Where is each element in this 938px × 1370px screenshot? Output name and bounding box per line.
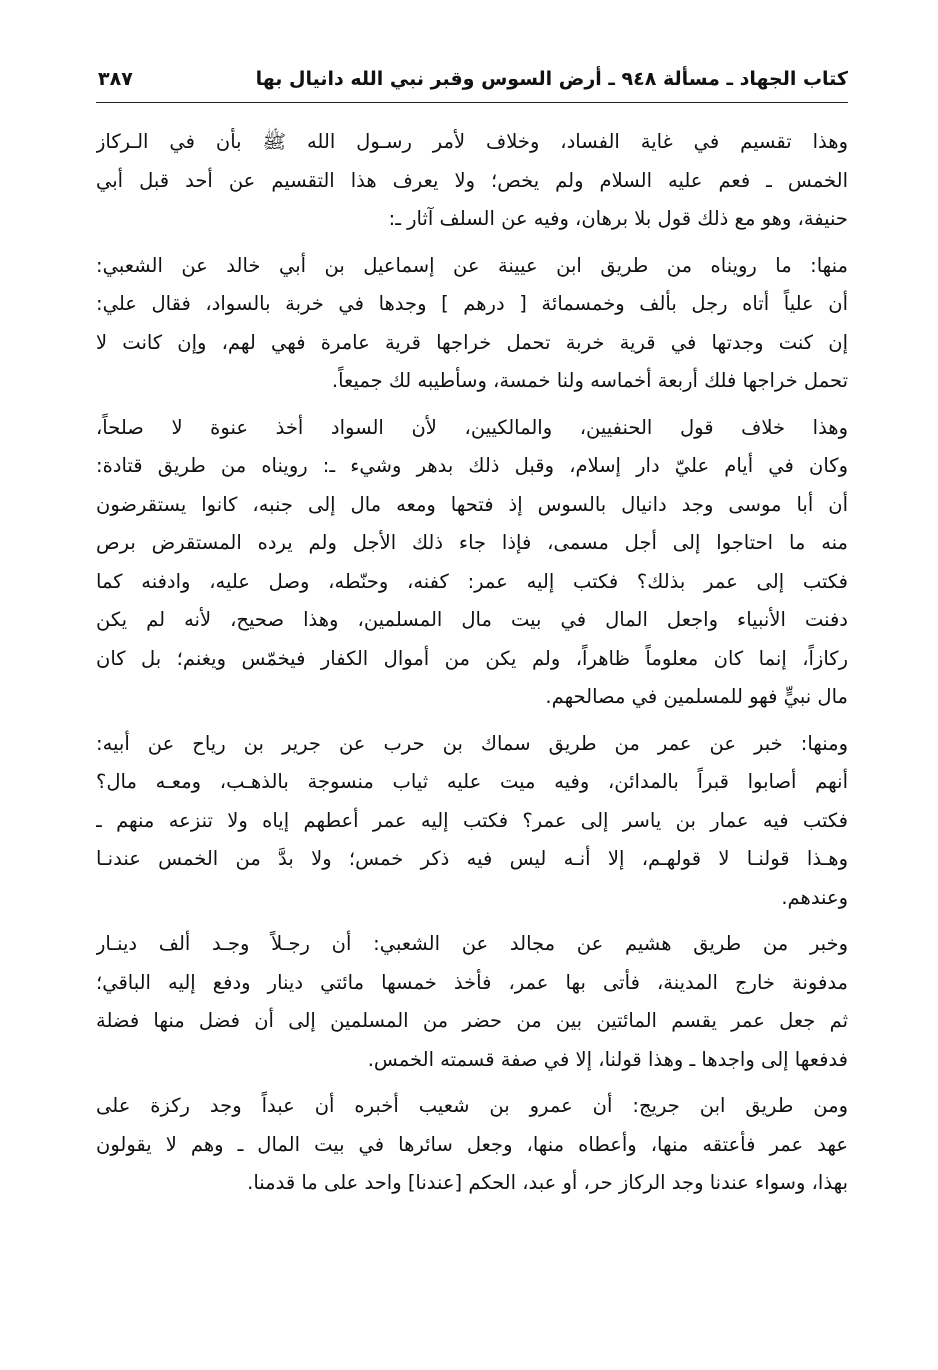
text-line: منه ما احتاجوا إلى أجل مسمى، فإذا جاء ذلك الأجل ولم يرده المستقرض برص [96, 531, 848, 554]
text-line: وهـذا قولنـا لا قولهـم، إلا أنـه ليس فيه ذكر خمس؛ ولا بدَّ من الخمس عندنـا [96, 847, 848, 870]
book-page [96, 62, 848, 1211]
text-line: وخبر من طريق هشيم عن مجالد عن الشعبي: أن رجـلاً وجـد ألف دينـار [96, 932, 848, 955]
text-line: فدفعها إلى واجدها ـ وهذا قولنا، إلا في صفة قسمته الخمس. [367, 1047, 848, 1071]
body-text [96, 123, 848, 1203]
text-line: إن كنت وجدتها في قرية خربة تحمل خراجها قرية عامرة فهي لهم، وإن كانت لا [96, 330, 848, 354]
paragraph [96, 123, 848, 239]
text-line: مال نبيٍّ فهو للمسلمين في مصالحهم. [545, 685, 848, 708]
text-line: دفنت الأنبياء واجعل المال في بيت مال المسلمين، وهذا صحيح، لأنه لم يكن [96, 608, 848, 631]
text-line: الخمس ـ فعم عليه السلام ولم يخص؛ ولا يعرف هذا التقسيم عن أحد قبل أبي [96, 168, 848, 192]
paragraph [96, 247, 848, 401]
paragraph [96, 925, 848, 1079]
text-line: أن علياً أتاه رجل بألف وخمسمائة [ درهم ] وجدها في خربة بالسواد، فقال علي: [96, 292, 848, 315]
text-line: أنهم أصابوا قبراً بالمدائن، وفيه ميت عليه ثياب منسوجة بالذهـب، ومعـه مال؟ [96, 770, 848, 793]
text-line: مدفونة خارج المدينة، فأتى بها عمر، فأخذ خمسها مائتي دينار ودفع إليه الباقي؛ [96, 970, 848, 994]
text-line: ومن طريق ابن جريج: أن عمرو بن شعيب أخبره أن عبداً وجد ركزة على [96, 1094, 848, 1117]
page-header [96, 62, 848, 103]
text-line: أن أبا موسى وجد دانيال بالسوس إذ فتحها ومعه مال إلى جنبه، كانوا يستقرضون [96, 492, 848, 516]
text-line: تحمل خراجها فلك أربعة أخماسه ولنا خمسة، وسأطيبه لك جميعاً. [331, 369, 848, 392]
paragraph [96, 725, 848, 918]
text-line: حنيفة، وهو مع ذلك قول بلا برهان، وفيه عن السلف آثار ـ: [388, 207, 848, 230]
text-line: بهذا، وسواء عندنا وجد الركاز حر، أو عبد، الحكم [عندنا] واحد على ما قدمنا. [247, 1171, 848, 1194]
page-number: ٣٨٧ [98, 68, 133, 90]
paragraph [96, 1087, 848, 1203]
text-line: منها: ما رويناه من طريق ابن عيينة عن إسماعيل بن أبي خالد عن الشعبي: [96, 253, 848, 277]
text-line: وكان في أيام عليّ دار إسلام، وقبل ذلك بدهر وشيء ـ: رويناه من طريق قتادة: [96, 454, 848, 477]
text-line: وهذا تقسيم في غاية الفساد، وخلاف لأمر رسـول الله ﷺ بأن في الـركاز [96, 130, 848, 153]
text-line: فكتب فيه عمار بن ياسر إلى عمر؟ فكتب إليه عمر أعطهم إياه ولا تنزعه منهم ـ [96, 808, 848, 832]
text-line: وهذا خلاف قول الحنفيين، والمالكيين، لأن السواد أخذ عنوة لا صلحاً، [96, 415, 848, 439]
text-line: عهد عمر فأعتقه منها، وأعطاه منها، وجعل سائرها في بيت المال ـ وهم لا يقولون [96, 1132, 848, 1156]
running-title: كتاب الجهاد ـ مسألة ٩٤٨ ـ أرض السوس وقبر نبي الله دانيال بها [255, 68, 848, 90]
text-line: ثم جعل عمر يقسم المائتين بين من حضر من المسلمين إلى أن فضل منها فضلة [96, 1009, 848, 1032]
text-line: وعندهم. [781, 885, 848, 909]
text-line: فكتب إلى عمر بذلك؟ فكتب إليه عمر: كفنه، وحنّطه، وصل عليه، وادفنه كما [96, 569, 848, 593]
paragraph [96, 409, 848, 717]
text-line: ومنها: خبر عن عمر من طريق سماك بن حرب عن جرير بن رياح عن أبيه: [96, 731, 848, 755]
text-line: ركازاً، إنما كان معلوماً ظاهراً، ولم يكن من أموال الكفار فيخمّس ويغنم؛ بل كان [96, 646, 848, 670]
